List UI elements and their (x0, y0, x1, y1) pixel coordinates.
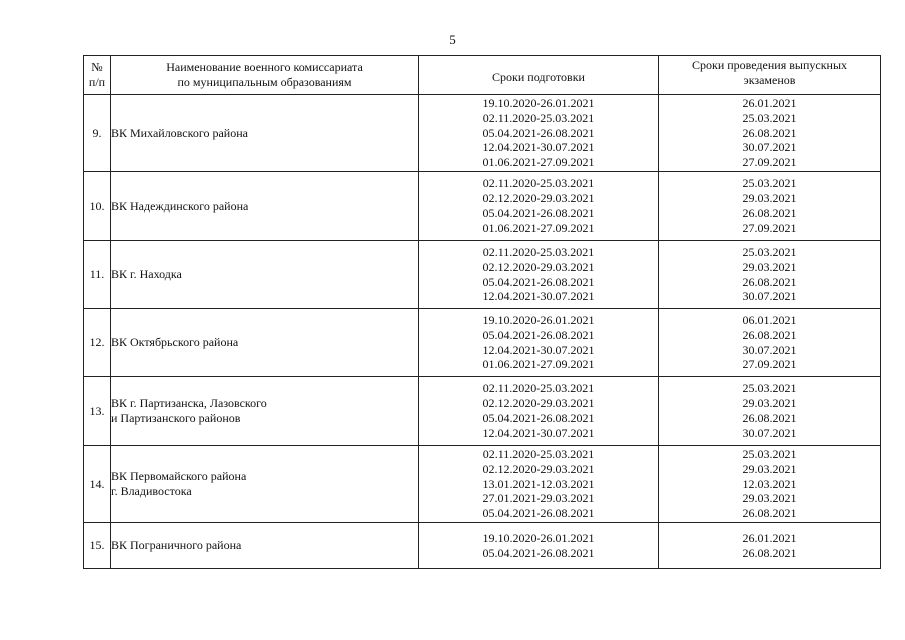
page-number: 5 (449, 32, 456, 47)
table-row (84, 95, 881, 172)
preparation-period: 01.06.2021-27.09.2021 (482, 357, 595, 372)
preparation-period: 19.10.2020-26.01.2021 (482, 312, 595, 327)
preparation-period: 02.12.2020-29.03.2021 (482, 461, 595, 476)
exam-date: 30.07.2021 (742, 289, 797, 304)
table-row (84, 377, 881, 446)
exam-date: 29.03.2021 (742, 259, 797, 274)
preparation-period: 12.04.2021-30.07.2021 (482, 342, 595, 357)
exam-date: 26.08.2021 (742, 506, 797, 521)
row-number: 11. (84, 241, 111, 309)
exam-date: 30.07.2021 (742, 140, 797, 155)
exam-dates (659, 95, 881, 172)
preparation-period: 05.04.2021-26.08.2021 (482, 125, 595, 140)
exam-dates (659, 446, 881, 523)
exam-date: 26.08.2021 (742, 206, 797, 220)
preparation-period: 05.04.2021-26.08.2021 (482, 274, 595, 289)
exam-date: 25.03.2021 (742, 110, 797, 125)
exam-date: 12.03.2021 (742, 476, 797, 491)
preparation-periods (419, 446, 659, 523)
preparation-period: 01.06.2021-27.09.2021 (482, 155, 595, 170)
commissariat-name-line: ВК г. Партизанска, Лазовского (111, 396, 267, 411)
preparation-period: 02.11.2020-25.03.2021 (482, 176, 595, 191)
table-body (84, 95, 881, 569)
exam-date: 06.01.2021 (742, 312, 797, 327)
preparation-periods (419, 241, 659, 309)
commissariat-name-line: ВК Пограничного района (111, 538, 242, 553)
preparation-period: 05.04.2021-26.08.2021 (482, 506, 595, 521)
preparation-period: 05.04.2021-26.08.2021 (482, 206, 595, 220)
exam-date: 26.08.2021 (742, 327, 797, 342)
table-row (84, 523, 881, 569)
commissariat-name (111, 309, 419, 377)
preparation-period: 05.04.2021-26.08.2021 (482, 411, 595, 425)
header-number (84, 56, 111, 95)
header-name-line: Наименование военного комиссариата (166, 60, 363, 75)
exam-date: 29.03.2021 (742, 191, 797, 206)
preparation-period: 12.04.2021-30.07.2021 (482, 425, 595, 440)
preparation-period: 02.11.2020-25.03.2021 (482, 110, 595, 125)
table-row (84, 172, 881, 241)
commissariat-name-line: ВК Октябрьского района (111, 335, 239, 350)
exam-date: 27.09.2021 (742, 155, 797, 170)
exam-date: 27.09.2021 (742, 357, 797, 372)
row-number: 14. (84, 446, 111, 523)
preparation-periods (419, 309, 659, 377)
exam-date: 26.01.2021 (742, 530, 797, 545)
header-number-line: п/п (88, 75, 106, 89)
preparation-periods (419, 523, 659, 569)
exam-date: 25.03.2021 (742, 244, 797, 259)
exam-date: 25.03.2021 (742, 381, 797, 396)
exam-date: 29.03.2021 (742, 491, 797, 506)
preparation-period: 12.04.2021-30.07.2021 (482, 289, 595, 304)
header-number-line: № (91, 60, 103, 75)
row-number: 9. (84, 95, 111, 172)
commissariat-name (111, 446, 419, 523)
preparation-periods (419, 377, 659, 446)
exam-dates (659, 241, 881, 309)
commissariat-name-line: ВК г. Находка (111, 267, 182, 282)
header-exam-dates (659, 56, 881, 95)
row-number: 10. (84, 172, 111, 241)
table-header-row (84, 56, 881, 95)
exam-date: 26.08.2021 (742, 411, 797, 425)
preparation-period: 02.11.2020-25.03.2021 (482, 447, 595, 461)
commissariat-name-line: ВК Первомайского района (111, 469, 247, 484)
header-exam-line: экзаменов (743, 72, 796, 87)
exam-date: 29.03.2021 (742, 396, 797, 411)
exam-date: 26.08.2021 (742, 274, 797, 289)
exam-dates (659, 377, 881, 446)
preparation-period: 13.01.2021-12.03.2021 (482, 476, 595, 491)
header-name-line: по муниципальным образованиям (177, 75, 352, 89)
commissariat-name-line: и Партизанского районов (111, 411, 241, 425)
commissariat-name (111, 172, 419, 241)
exam-date: 27.09.2021 (742, 220, 797, 235)
header-commissariat-name (111, 56, 419, 95)
preparation-periods (419, 172, 659, 241)
preparation-period: 19.10.2020-26.01.2021 (482, 530, 595, 545)
preparation-period: 05.04.2021-26.08.2021 (482, 327, 595, 342)
header-preparation-period: Сроки подготовки (419, 56, 659, 95)
preparation-periods (419, 95, 659, 172)
exam-date: 30.07.2021 (742, 342, 797, 357)
exam-date: 30.07.2021 (742, 425, 797, 440)
preparation-period: 02.12.2020-29.03.2021 (482, 191, 595, 206)
exam-date: 29.03.2021 (742, 461, 797, 476)
preparation-period: 02.12.2020-29.03.2021 (482, 259, 595, 274)
preparation-period: 02.11.2020-25.03.2021 (482, 381, 595, 396)
table-row (84, 241, 881, 309)
table-row (84, 446, 881, 523)
exam-date: 26.08.2021 (742, 545, 797, 560)
header-exam-line: Сроки проведения выпускных (691, 58, 848, 72)
row-number: 15. (84, 523, 111, 569)
preparation-period: 19.10.2020-26.01.2021 (482, 96, 595, 110)
preparation-period: 05.04.2021-26.08.2021 (482, 545, 595, 560)
preparation-period: 12.04.2021-30.07.2021 (482, 140, 595, 155)
row-number: 13. (84, 377, 111, 446)
preparation-period: 27.01.2021-29.03.2021 (482, 491, 595, 506)
exam-dates (659, 172, 881, 241)
preparation-period: 01.06.2021-27.09.2021 (482, 220, 595, 235)
commissariat-name (111, 523, 419, 569)
exam-dates (659, 309, 881, 377)
commissariat-name-line: ВК Надеждинского района (111, 198, 249, 213)
preparation-period: 02.12.2020-29.03.2021 (482, 396, 595, 411)
commissariat-name (111, 95, 419, 172)
commissariat-name-line: г. Владивостока (111, 484, 192, 498)
exam-date: 26.01.2021 (742, 96, 797, 110)
commissariat-name (111, 377, 419, 446)
commissariat-schedule-table (83, 55, 881, 569)
table-row (84, 309, 881, 377)
commissariat-name-line: ВК Михайловского района (111, 125, 248, 140)
exam-date: 26.08.2021 (742, 125, 797, 140)
preparation-period: 02.11.2020-25.03.2021 (482, 244, 595, 259)
commissariat-name (111, 241, 419, 309)
row-number: 12. (84, 309, 111, 377)
exam-date: 25.03.2021 (742, 447, 797, 461)
exam-dates (659, 523, 881, 569)
exam-date: 25.03.2021 (742, 176, 797, 191)
